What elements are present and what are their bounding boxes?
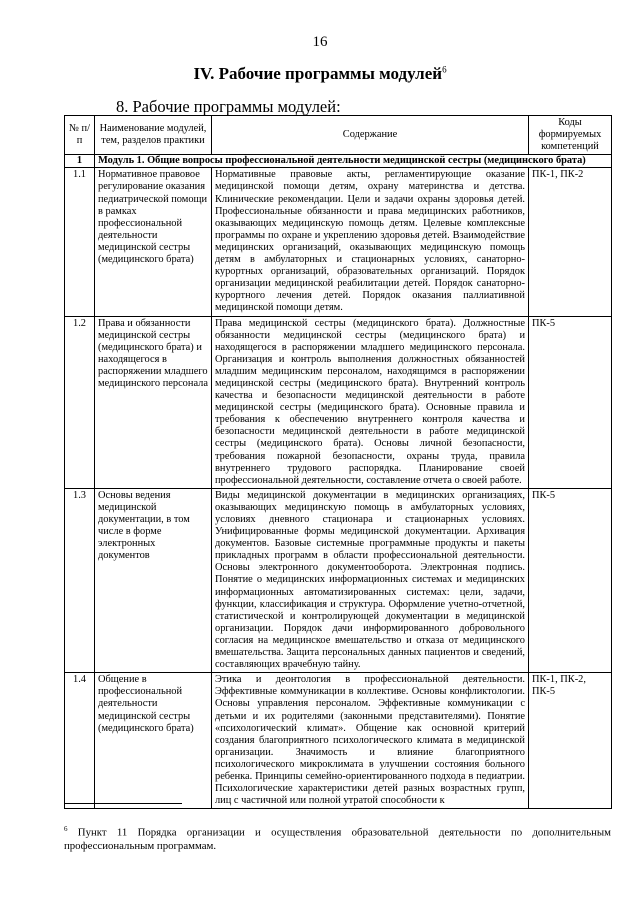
module-title: Модуль 1. Общие вопросы профессиональной деятельности медицинской сестры (медицинского брата) — [95, 155, 612, 168]
footnote-separator — [64, 803, 182, 804]
section-heading — [0, 64, 640, 84]
header-name: Наименование модулей, тем, разделов практики — [95, 116, 212, 155]
module-program-table — [64, 115, 612, 809]
row-codes: ПК-1, ПК-2, ПК-5 — [529, 673, 612, 809]
row-name: Права и обязанности медицинской сестры (медицинского брата) и находящегося в распоряжении младшего медицинского персонала — [95, 316, 212, 488]
header-codes: Коды формируемых компетенций — [529, 116, 612, 155]
footnote-mark: 6 — [64, 825, 68, 833]
row-name: Общение в профессиональной деятельности медицинской сестры (медицинского брата) — [95, 673, 212, 809]
section-heading-text: IV. Рабочие программы модулей — [193, 64, 443, 83]
row-name: Нормативное правовое регулирование оказания педиатрической помощи в рамках профессиональной деятельности медицинской сестры (медицинского брата) — [95, 168, 212, 316]
footnote — [64, 823, 611, 854]
footnote-reference: 6 — [442, 64, 447, 75]
page-number: 16 — [312, 34, 328, 50]
subsection-heading: 8. Рабочие программы модулей: — [116, 97, 341, 116]
module-number: 1 — [65, 155, 95, 168]
table-header-row — [65, 116, 612, 155]
header-content: Содержание — [212, 116, 529, 155]
row-number: 1.1 — [65, 168, 95, 316]
row-codes: ПК-5 — [529, 316, 612, 488]
row-number: 1.4 — [65, 673, 95, 809]
table-row — [65, 316, 612, 488]
header-number: № п/п — [65, 116, 95, 155]
row-codes: ПК-5 — [529, 488, 612, 672]
table-row — [65, 488, 612, 672]
table-row — [65, 673, 612, 809]
module-row — [65, 155, 612, 168]
row-content: Этика и деонтология в профессиональной деятельности. Эффективные коммуникации в коллективе. Основы конфликтологии. Основы управления персоналом. Эффективные коммуникации с детьми и их родителями (законными представителями). Понятие «психологический климат». Общение как основной критерий создания благоприятного психологического климата в медицинской организации. Значимость и влияние благоприятного психологического микроклимата в улучшении состояния больного ребенка. Принципы семейно-ориентированного подхода в педиатрии. Психологические характеристики детей разных возрастных групп, лиц с частичной или полной утратой способности к — [212, 673, 529, 809]
row-number: 1.3 — [65, 488, 95, 672]
row-codes: ПК-1, ПК-2 — [529, 168, 612, 316]
row-content: Права медицинской сестры (медицинского брата). Должностные обязанности медицинской сестры (медицинского брата) и находящегося в распоряжении младшего медицинского персонала. Организация и контроль выполнения должностных обязанностей младшим медицинским персоналом, находящимся в распоряжении медицинской сестры (медицинского брата). Внутренний контроль качества и безопасности медицинской деятельности в работе медицинской сестры (медицинского брата). Основные правила и требования к обеспечению внутреннего контроля качества и безопасности медицинской деятельности в работе медицинской сестры (медицинского брата). Основы личной безопасности, требования пожарной безопасности, охраны труда, правила внутреннего трудового распорядка. Планирование своей профессиональной деятельности, составление отчета о своей работе. — [212, 316, 529, 488]
table-row — [65, 168, 612, 316]
row-number: 1.2 — [65, 316, 95, 488]
footnote-text: Пункт 11 Порядка организации и осуществления образовательной деятельности по дополнительным профессиональным программам. — [64, 826, 611, 853]
row-name: Основы ведения медицинской документации, в том числе в форме электронных документов — [95, 488, 212, 672]
row-content: Нормативные правовые акты, регламентирующие оказание медицинской помощи детям, охрану материнства и детства. Клинические рекомендации. Цели и задачи охраны здоровья детей. Профессиональные обязанности и права медицинских работников, оказывающих медицинскую помощь детям. Целевые комплексные программы по охране и укреплению здоровья детей. Взаимодействие медицинских организаций, оказывающих медицинскую помощь детям в амбулаторных и стационарных условиях, санаторно-курортных организаций, образовательных организаций. Порядок организации медицинской реабилитации детей. Порядок санаторно-курортного лечения детей. Порядок оказания паллиативной медицинской помощи детям. — [212, 168, 529, 316]
row-content: Виды медицинской документации в медицинских организациях, оказывающих медицинскую помощь в амбулаторных условиях, условиях дневного стационара и стационарных условиях. Унифицированные формы медицинской документации. Архивация документов. Базовые системные программные продукты и пакеты прикладных программ в области профессиональной деятельности. Основы электронного документооборота. Электронная подпись. Понятие о медицинских информационных системах и медицинских информационных автоматизированных системах: цели, задачи, функции, классификация и структура. Оформление учетно-отчетной, статистической и контролирующей документации в медицинской организации. Порядок дачи информированного добровольного согласия на медицинское вмешательство и отказа от медицинского вмешательства. Защита персональных данных пациентов и сведений, составляющих врачебную тайну. — [212, 488, 529, 672]
